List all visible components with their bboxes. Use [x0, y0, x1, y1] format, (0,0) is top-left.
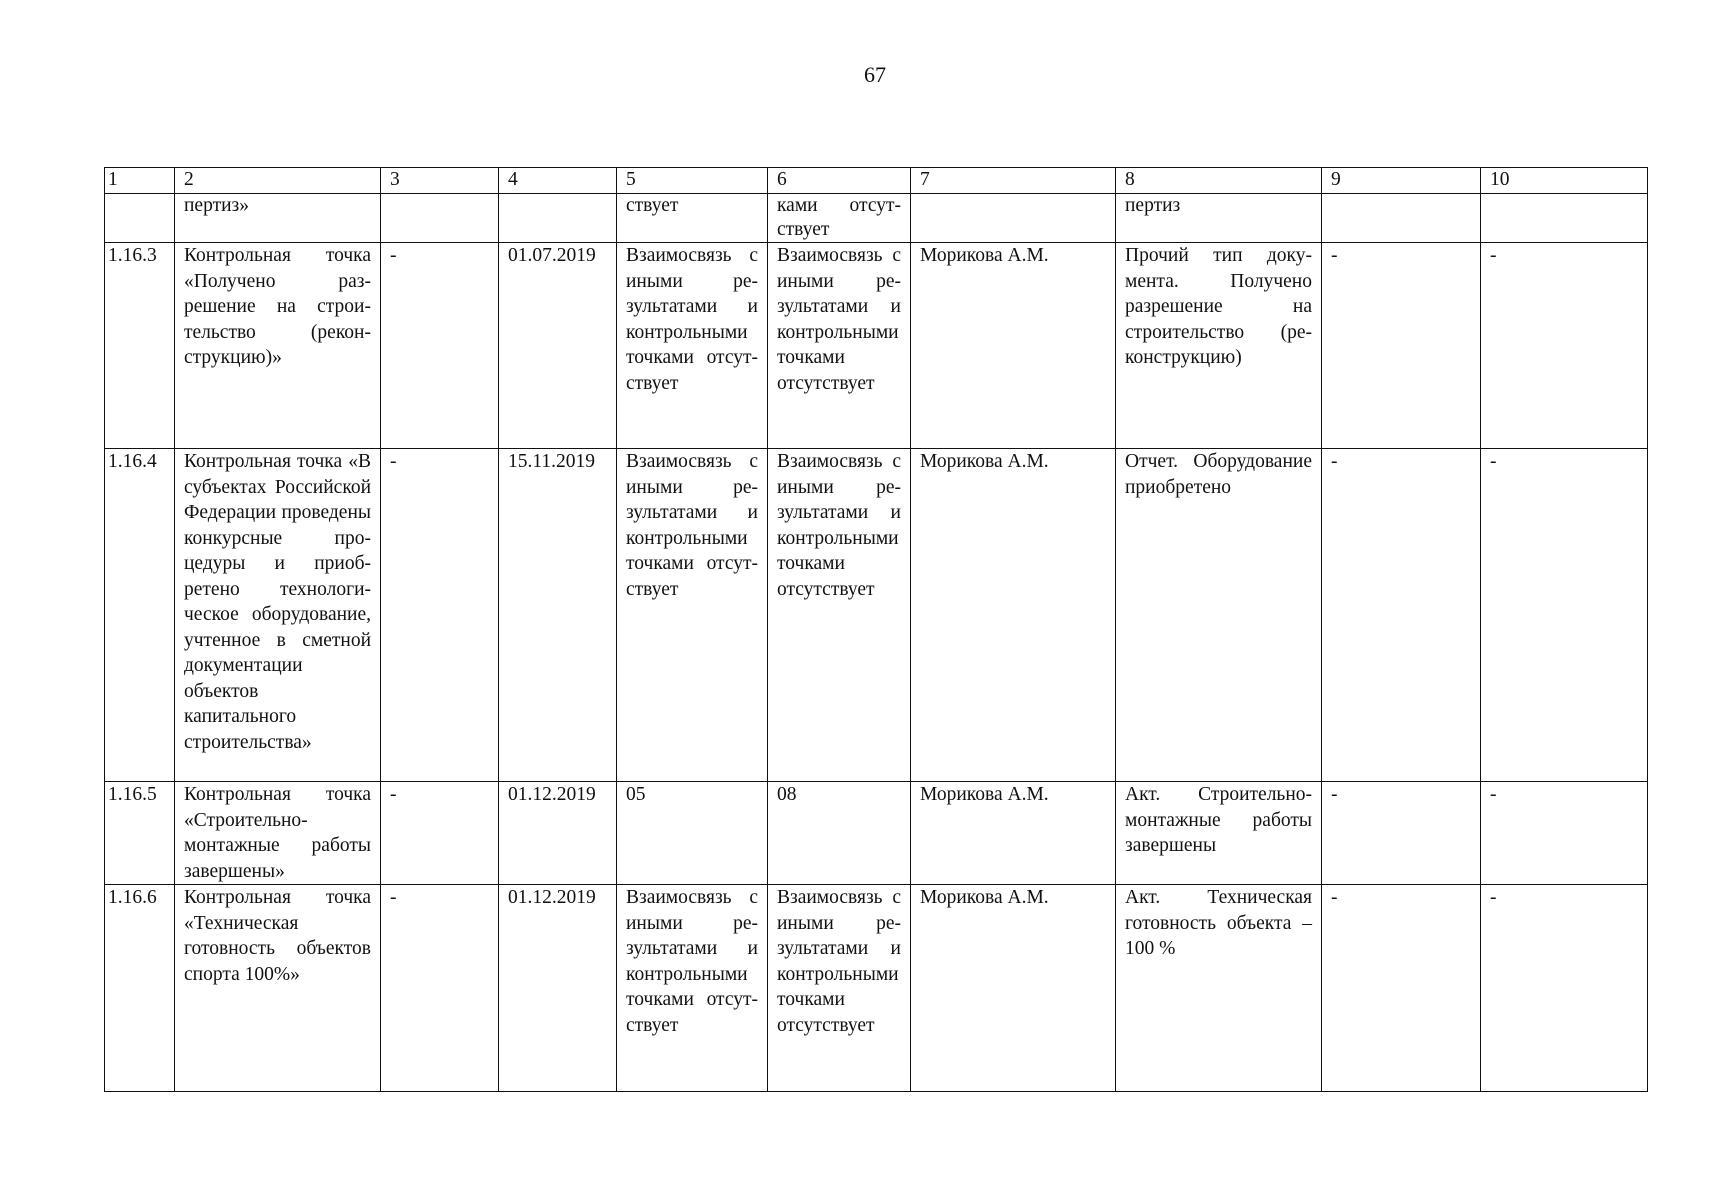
- table-cell: [381, 194, 499, 243]
- column-number-cell: 8: [1116, 168, 1322, 194]
- predecessor: Взаимосвязь с иными результатами и контрольными точками отсутствует: [617, 449, 768, 782]
- control-points-table: [104, 167, 1648, 1092]
- column-number-cell: 2: [175, 168, 381, 194]
- table-row: [105, 782, 1648, 885]
- control-point-name: Контрольная точка «В субъектах Российской Федерации проведены конкурсные процедуры и приобретено технологическое оборудование, учтенное в сметной документации объектов капитального строительства»: [175, 449, 381, 782]
- end-date: 01.12.2019: [499, 782, 617, 885]
- table-cell: пертиз: [1116, 194, 1322, 243]
- end-date: 01.07.2019: [499, 243, 617, 449]
- continuation-row: [105, 194, 1648, 243]
- responsible: Морикова А.М.: [911, 243, 1116, 449]
- table-cell: [1322, 194, 1481, 243]
- row-number: 1.16.4: [105, 449, 175, 782]
- table-row: [105, 449, 1648, 782]
- row-number: 1.16.5: [105, 782, 175, 885]
- successor: Взаимосвязь с иными результатами и контрольными точками отсутствует: [768, 243, 911, 449]
- result-document: Акт. Техническая готовность объекта – 100 %: [1116, 885, 1322, 1092]
- successor: 08: [768, 782, 911, 885]
- column-number-cell: 5: [617, 168, 768, 194]
- predecessor: 05: [617, 782, 768, 885]
- successor: Взаимосвязь с иными результатами и контрольными точками отсутствует: [768, 449, 911, 782]
- start-date: -: [381, 449, 499, 782]
- table-row: [105, 243, 1648, 449]
- column-9-value: -: [1322, 782, 1481, 885]
- start-date: -: [381, 243, 499, 449]
- responsible: Морикова А.М.: [911, 449, 1116, 782]
- successor: Взаимосвязь с иными результатами и контрольными точками отсутствует: [768, 885, 911, 1092]
- column-number-row: [105, 168, 1648, 194]
- end-date: 01.12.2019: [499, 885, 617, 1092]
- responsible: Морикова А.М.: [911, 782, 1116, 885]
- responsible: Морикова А.М.: [911, 885, 1116, 1092]
- column-number-cell: 7: [911, 168, 1116, 194]
- start-date: -: [381, 782, 499, 885]
- column-9-value: -: [1322, 243, 1481, 449]
- column-number-cell: 9: [1322, 168, 1481, 194]
- control-point-name: Контрольная точка «Строительно-монтажные работы завершены»: [175, 782, 381, 885]
- predecessor: Взаимосвязь с иными результатами и контрольными точками отсутствует: [617, 885, 768, 1092]
- table-cell: [499, 194, 617, 243]
- column-10-value: -: [1481, 449, 1648, 782]
- column-10-value: -: [1481, 782, 1648, 885]
- column-number-cell: 10: [1481, 168, 1648, 194]
- row-number: 1.16.3: [105, 243, 175, 449]
- table-cell: [1481, 194, 1648, 243]
- result-document: Прочий тип документа. Получено разрешение на строительство (реконструкцию): [1116, 243, 1322, 449]
- result-document: Отчет. Оборудование приобретено: [1116, 449, 1322, 782]
- page-number: 67: [864, 62, 886, 87]
- column-number-cell: 6: [768, 168, 911, 194]
- row-number: 1.16.6: [105, 885, 175, 1092]
- control-point-name: Контрольная точка «Получено разрешение на строительство (реконструкцию)»: [175, 243, 381, 449]
- table-cell: пертиз»: [175, 194, 381, 243]
- column-10-value: -: [1481, 885, 1648, 1092]
- table-cell: [105, 194, 175, 243]
- column-9-value: -: [1322, 449, 1481, 782]
- start-date: -: [381, 885, 499, 1092]
- column-number-cell: 4: [499, 168, 617, 194]
- column-10-value: -: [1481, 243, 1648, 449]
- table-cell: [911, 194, 1116, 243]
- predecessor: Взаимосвязь с иными результатами и контрольными точками отсутствует: [617, 243, 768, 449]
- column-number-cell: 1: [105, 168, 175, 194]
- table-cell: ствует: [617, 194, 768, 243]
- table-row: [105, 885, 1648, 1092]
- end-date: 15.11.2019: [499, 449, 617, 782]
- result-document: Акт. Строительно-монтажные работы завершены: [1116, 782, 1322, 885]
- control-point-name: Контрольная точка «Техническая готовность объектов спорта 100%»: [175, 885, 381, 1092]
- column-number-cell: 3: [381, 168, 499, 194]
- column-9-value: -: [1322, 885, 1481, 1092]
- table-cell: ками отсутствует: [768, 194, 911, 243]
